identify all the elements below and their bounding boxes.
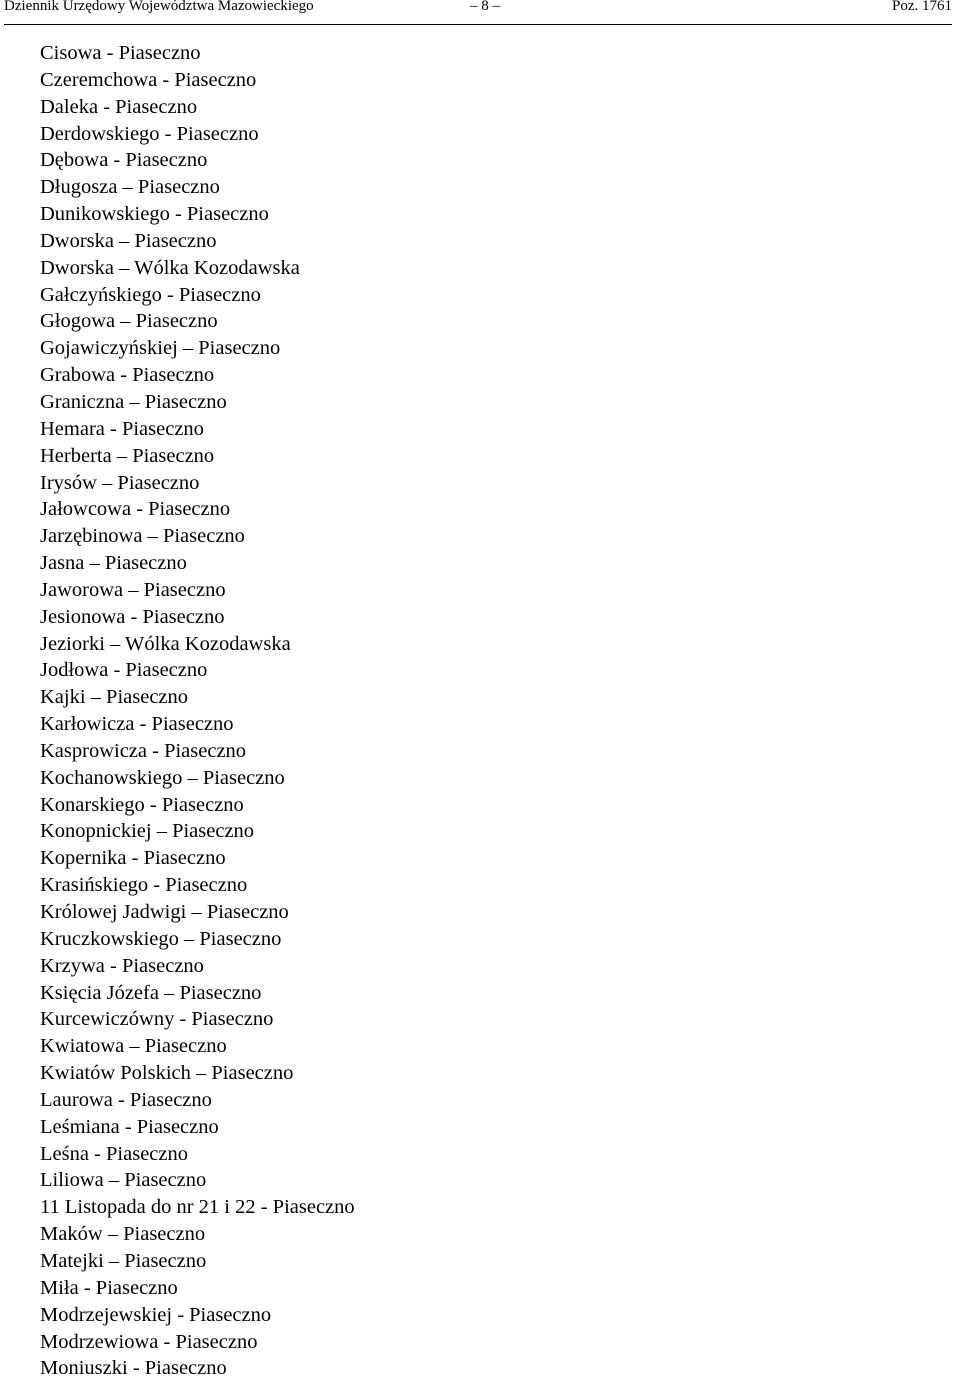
street-entry: Jaworowa – Piaseczno: [40, 578, 226, 601]
street-entry: Cisowa - Piaseczno: [40, 42, 201, 64]
street-entry: Długosza – Piaseczno: [40, 176, 220, 199]
street-list: [40, 40, 355, 1382]
street-entry: Kopernika - Piaseczno: [40, 847, 226, 870]
street-entry: Kwiatów Polskich – Piaseczno: [40, 1062, 294, 1085]
street-entry: Herberta – Piaseczno: [40, 444, 215, 467]
street-entry: Kochanowskiego – Piaseczno: [40, 766, 285, 789]
journal-title: Dziennik Urzędowy Województwa Mazowieckiego: [4, 0, 314, 14]
street-entry: Hemara - Piaseczno: [40, 417, 204, 440]
street-entry: Kwiatowa – Piaseczno: [40, 1035, 227, 1058]
street-entry: Jodłowa - Piaseczno: [40, 659, 208, 682]
street-entry: Miła - Piaseczno: [40, 1276, 178, 1299]
street-entry: Gałczyńskiego - Piaseczno: [40, 283, 261, 306]
street-entry: Dworska – Wólka Kozodawska: [40, 256, 300, 279]
street-entry: Modrzejewskiej - Piaseczno: [40, 1303, 272, 1326]
street-entry: Królowej Jadwigi – Piaseczno: [40, 901, 289, 923]
street-entry: Modrzewiowa - Piaseczno: [40, 1330, 258, 1353]
street-entry: Kajki – Piaseczno: [40, 686, 189, 709]
street-entry: Jasna – Piaseczno: [40, 552, 187, 575]
street-entry: Krasińskiego - Piaseczno: [40, 874, 248, 897]
street-entry: Dębowa - Piaseczno: [40, 149, 208, 172]
street-entry: Krzywa - Piaseczno: [40, 954, 204, 977]
street-entry: Jarzębinowa – Piaseczno: [40, 525, 245, 548]
street-entry: Karłowicza - Piaseczno: [40, 713, 234, 736]
street-entry: Dworska – Piaseczno: [40, 229, 217, 252]
street-entry: Kruczkowskiego – Piaseczno: [40, 927, 282, 950]
page-number: – 8 –: [470, 0, 500, 14]
street-entry: Irysów – Piaseczno: [40, 471, 200, 494]
street-entry: Gojawiczyńskiej – Piaseczno: [40, 337, 281, 360]
street-entry: Kasprowicza - Piaseczno: [40, 739, 247, 762]
page-header: [4, 0, 952, 25]
street-entry: Matejki – Piaseczno: [40, 1249, 207, 1272]
street-entry: Konopnickiej – Piaseczno: [40, 820, 255, 843]
street-entry: Leśna - Piaseczno: [40, 1142, 188, 1165]
street-entry: Derdowskiego - Piaseczno: [40, 122, 259, 145]
street-entry: Grabowa - Piaseczno: [40, 364, 215, 387]
street-entry: Moniuszki - Piaseczno: [40, 1357, 227, 1380]
street-entry: 11 Listopada do nr 21 i 22 - Piaseczno: [40, 1196, 355, 1219]
street-entry: Czeremchowa - Piaseczno: [40, 68, 257, 91]
street-entry: Głogowa – Piaseczno: [40, 310, 218, 333]
street-entry: Dunikowskiego - Piaseczno: [40, 203, 269, 226]
street-entry: Jałowcowa - Piaseczno: [40, 498, 231, 521]
street-entry: Maków – Piaseczno: [40, 1223, 206, 1246]
street-entry: Graniczna – Piaseczno: [40, 390, 227, 413]
street-entry: Jesionowa - Piaseczno: [40, 605, 225, 628]
street-entry: Leśmiana - Piaseczno: [40, 1115, 219, 1138]
street-entry: Laurowa - Piaseczno: [40, 1088, 212, 1111]
street-entry: Księcia Józefa – Piaseczno: [40, 981, 262, 1004]
street-entry: Daleka - Piaseczno: [40, 95, 198, 118]
street-entry: Kurcewiczówny - Piaseczno: [40, 1008, 274, 1031]
street-entry: Jeziorki – Wólka Kozodawska: [40, 632, 291, 655]
street-entry: Konarskiego - Piaseczno: [40, 793, 244, 816]
position-number: Poz. 1761: [892, 0, 952, 14]
street-entry: Liliowa – Piaseczno: [40, 1169, 207, 1192]
